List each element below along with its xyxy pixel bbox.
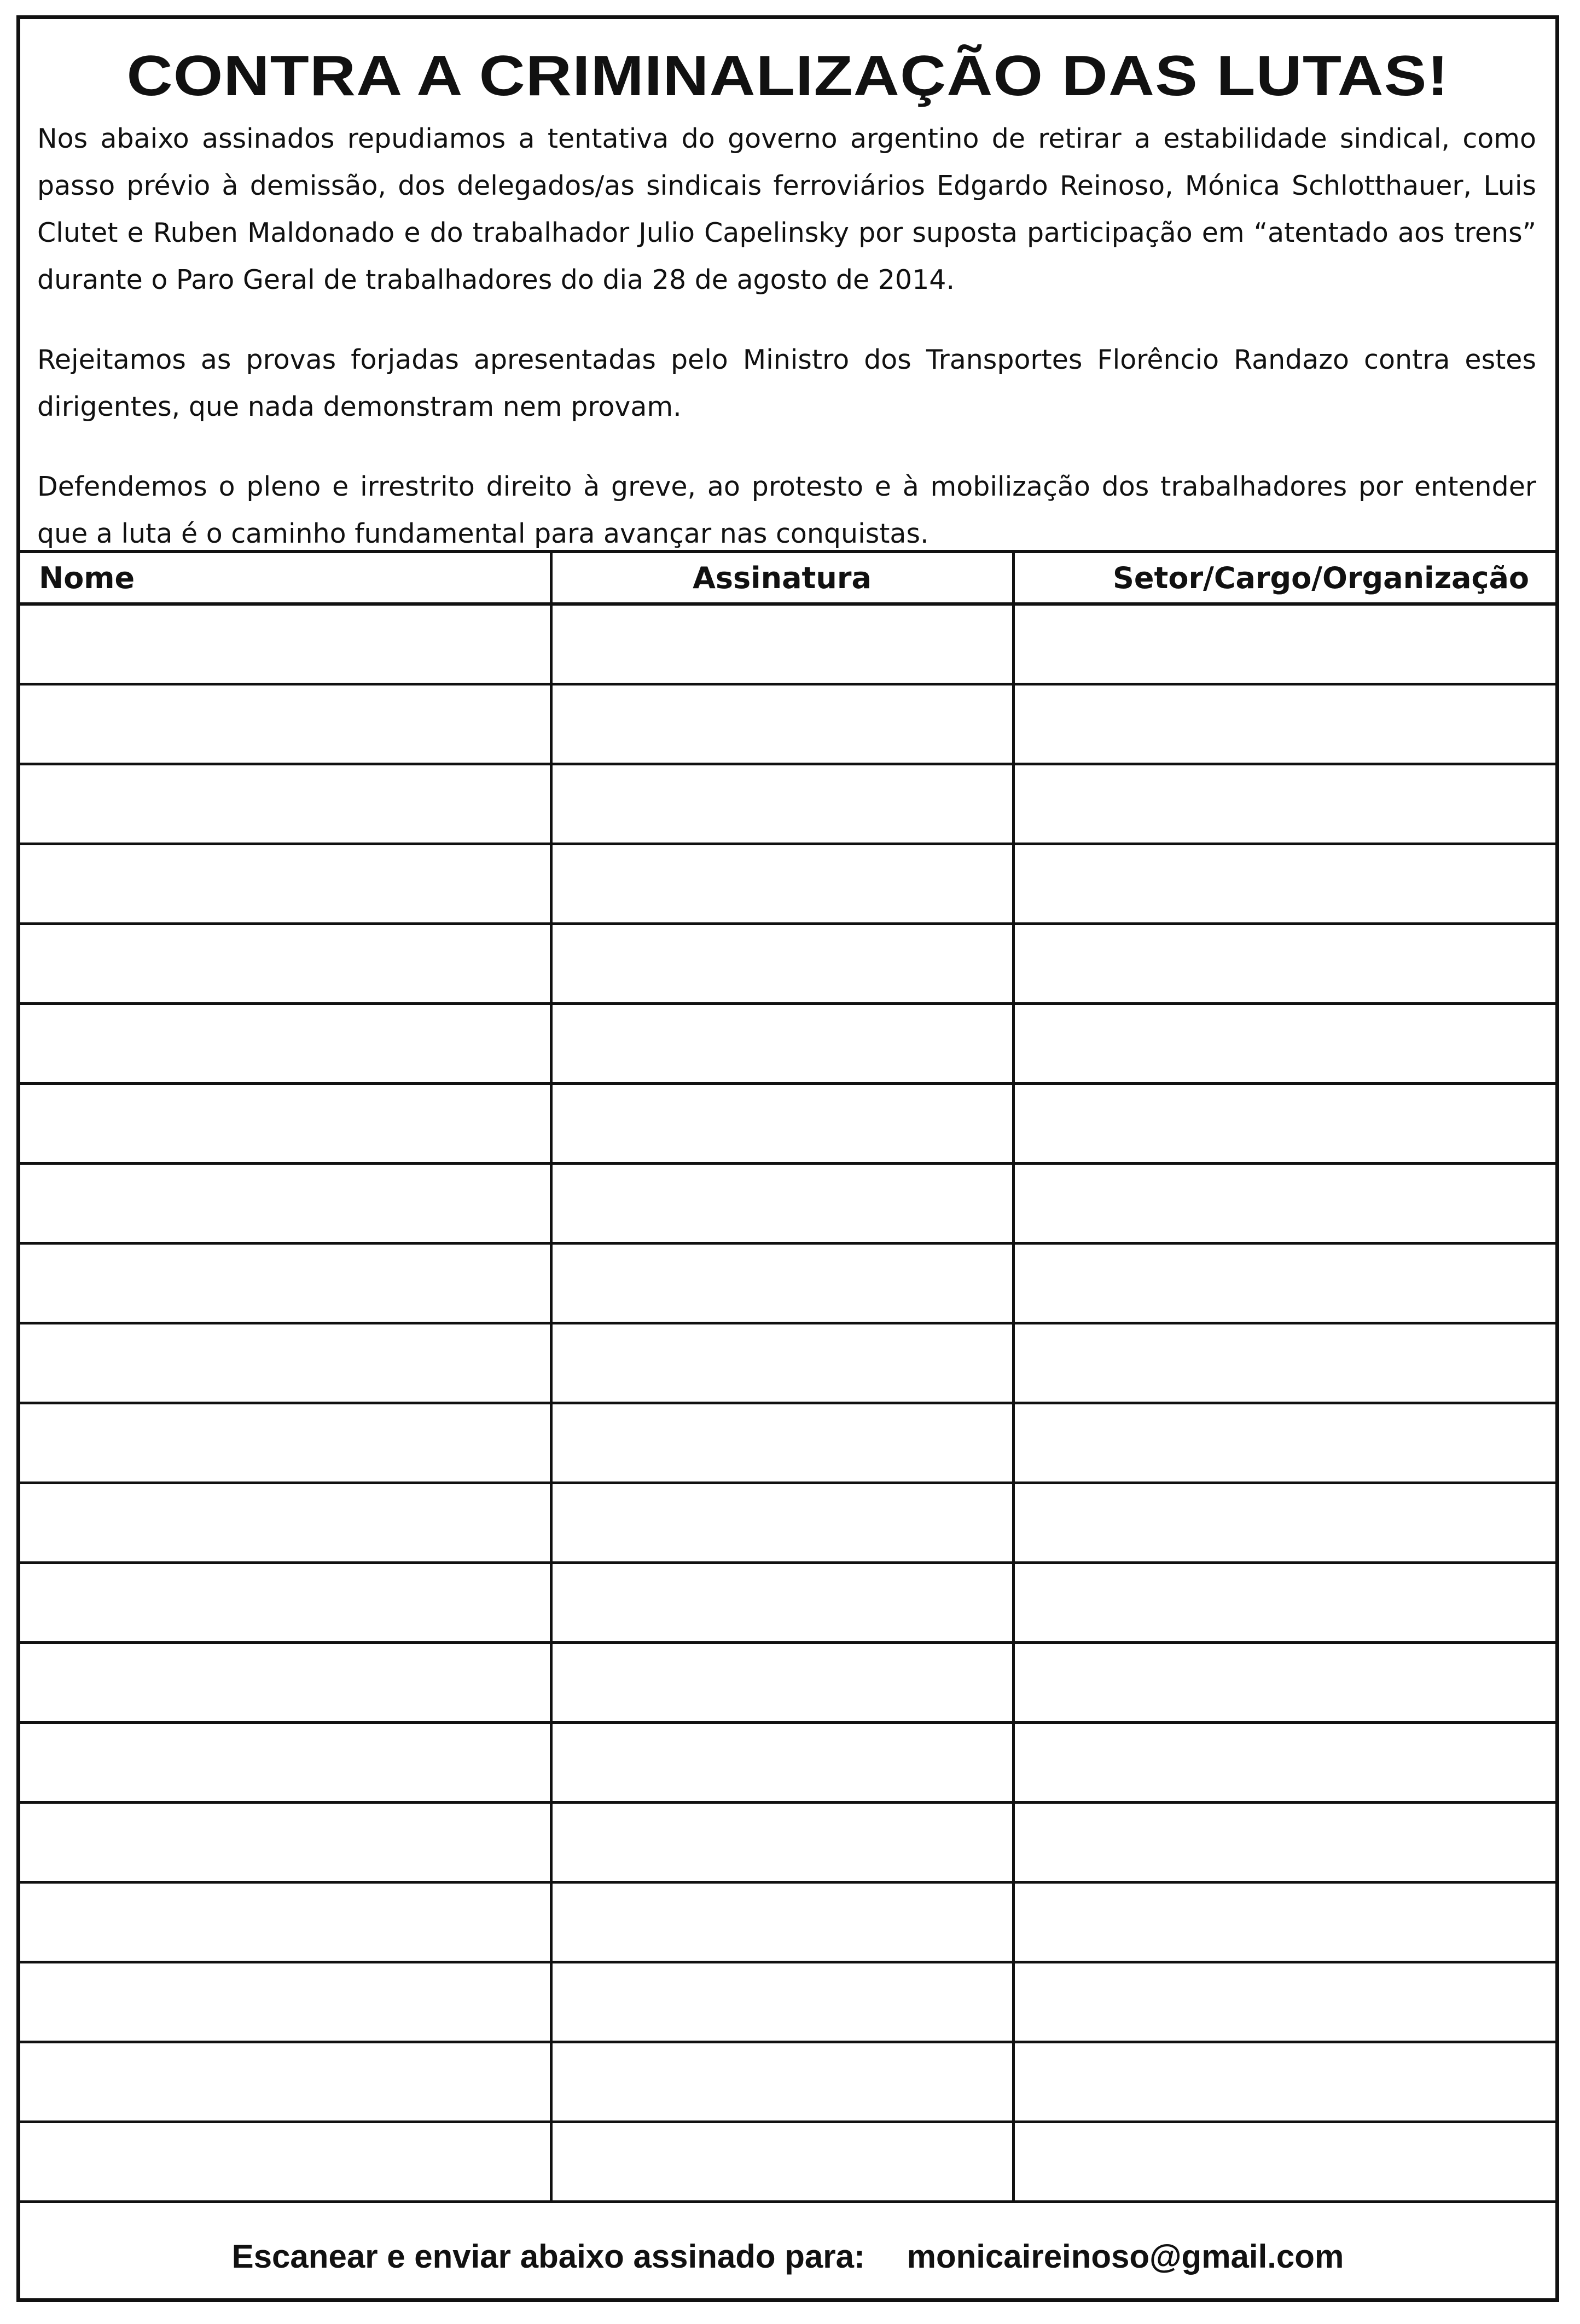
signature-cell-nome[interactable] [20, 1243, 551, 1323]
paragraph-repudiation: Nos abaixo assinados repudiamos a tentativa do governo argentino de retirar a estabilidade sindical, como passo prévio à demissão, dos delegados/as sindicais ferroviários Edgardo Reinoso, Mónica Schlotthauer, Luis Clutet e Ruben Maldonado e do trabalhador Julio Capelinsky por suposta participação em “atentado aos trens” durante o Paro Geral de trabalhadores do dia 28 de agosto de 2014. [37, 123, 1536, 295]
signature-cell-nome[interactable] [20, 764, 551, 844]
signature-cell-assinatura[interactable] [551, 2042, 1013, 2122]
signature-cell-setor[interactable] [1013, 1802, 1555, 1882]
petition-title: CONTRA A CRIMINALIZAÇÃO DAS LUTAS! [126, 44, 1449, 108]
signature-row [20, 1802, 1555, 1882]
signature-row [20, 1562, 1555, 1642]
signature-cell-assinatura[interactable] [551, 764, 1013, 844]
signature-cell-assinatura[interactable] [551, 1642, 1013, 1722]
signature-cell-setor[interactable] [1013, 1483, 1555, 1562]
signature-row [20, 1483, 1555, 1562]
signature-cell-assinatura[interactable] [551, 844, 1013, 923]
signature-cell-assinatura[interactable] [551, 1562, 1013, 1642]
signature-cell-assinatura[interactable] [551, 1243, 1013, 1323]
signature-cell-setor[interactable] [1013, 1243, 1555, 1323]
signature-cell-assinatura[interactable] [551, 684, 1013, 764]
signature-cell-nome[interactable] [20, 1882, 551, 1962]
column-header-setor: Setor/Cargo/Organização [1013, 551, 1555, 604]
signature-row [20, 1642, 1555, 1722]
submission-instruction: Escanear e enviar abaixo assinado para: [231, 2238, 865, 2275]
signature-cell-assinatura[interactable] [551, 1882, 1013, 1962]
signature-row [20, 923, 1555, 1003]
signature-cell-nome[interactable] [20, 1403, 551, 1483]
signature-cell-nome[interactable] [20, 844, 551, 923]
signature-cell-nome[interactable] [20, 1323, 551, 1403]
signature-cell-nome[interactable] [20, 1562, 551, 1642]
signature-row [20, 1722, 1555, 1802]
signature-row [20, 764, 1555, 844]
submission-email[interactable]: monicaireinoso@gmail.com [907, 2238, 1344, 2275]
signature-cell-nome[interactable] [20, 604, 551, 684]
signature-row [20, 1323, 1555, 1403]
signature-cell-nome[interactable] [20, 684, 551, 764]
signature-cell-assinatura[interactable] [551, 1962, 1013, 2042]
signature-row [20, 1243, 1555, 1323]
signature-cell-setor[interactable] [1013, 1403, 1555, 1483]
signature-cell-setor[interactable] [1013, 1722, 1555, 1802]
signature-table [20, 550, 1555, 2203]
signature-cell-assinatura[interactable] [551, 604, 1013, 684]
petition-text [37, 115, 1536, 590]
signature-row [20, 1403, 1555, 1483]
signature-cell-nome[interactable] [20, 1003, 551, 1083]
signature-cell-nome[interactable] [20, 1642, 551, 1722]
signature-cell-assinatura[interactable] [551, 1083, 1013, 1163]
signature-cell-nome[interactable] [20, 923, 551, 1003]
signature-row [20, 1163, 1555, 1243]
column-header-assinatura: Assinatura [551, 551, 1013, 604]
paragraph-rejection: Rejeitamos as provas forjadas apresentadas pelo Ministro dos Transportes Florêncio Randazo contra estes dirigentes, que nada demonstram nem provam. [37, 344, 1536, 422]
signature-cell-setor[interactable] [1013, 844, 1555, 923]
signature-cell-assinatura[interactable] [551, 1403, 1013, 1483]
signature-row [20, 1003, 1555, 1083]
signature-cell-setor[interactable] [1013, 1882, 1555, 1962]
signature-row [20, 844, 1555, 923]
signature-cell-setor[interactable] [1013, 1642, 1555, 1722]
signature-cell-setor[interactable] [1013, 1003, 1555, 1083]
signature-row [20, 2122, 1555, 2201]
signature-cell-assinatura[interactable] [551, 2122, 1013, 2201]
paragraph-defense: Defendemos o pleno e irrestrito direito à greve, ao protesto e à mobilização dos trabalhadores por entender que a luta é o caminho fundamental para avançar nas conquistas. [37, 471, 1536, 549]
signature-cell-setor[interactable] [1013, 2042, 1555, 2122]
signature-cell-setor[interactable] [1013, 1323, 1555, 1403]
signature-cell-nome[interactable] [20, 1083, 551, 1163]
signature-cell-setor[interactable] [1013, 923, 1555, 1003]
signature-row [20, 2042, 1555, 2122]
signature-cell-assinatura[interactable] [551, 1003, 1013, 1083]
signature-row [20, 1083, 1555, 1163]
signature-cell-assinatura[interactable] [551, 1323, 1013, 1403]
signature-cell-nome[interactable] [20, 1722, 551, 1802]
signature-row [20, 1882, 1555, 1962]
signature-cell-nome[interactable] [20, 2122, 551, 2201]
signature-cell-assinatura[interactable] [551, 1802, 1013, 1882]
signature-cell-nome[interactable] [20, 1962, 551, 2042]
signature-cell-assinatura[interactable] [551, 1163, 1013, 1243]
signature-cell-nome[interactable] [20, 1802, 551, 1882]
petition-sheet [16, 15, 1559, 2302]
signature-cell-setor[interactable] [1013, 604, 1555, 684]
signature-row [20, 604, 1555, 684]
submission-footer [20, 2238, 1555, 2275]
signature-cell-assinatura[interactable] [551, 1722, 1013, 1802]
signature-cell-setor[interactable] [1013, 684, 1555, 764]
signature-cell-assinatura[interactable] [551, 1483, 1013, 1562]
signature-cell-setor[interactable] [1013, 1962, 1555, 2042]
signature-row [20, 684, 1555, 764]
signature-cell-nome[interactable] [20, 2042, 551, 2122]
signature-cell-nome[interactable] [20, 1483, 551, 1562]
signature-cell-setor[interactable] [1013, 2122, 1555, 2201]
signature-rows [20, 604, 1555, 2201]
signature-cell-setor[interactable] [1013, 1163, 1555, 1243]
signature-table-header [20, 551, 1555, 604]
signature-cell-nome[interactable] [20, 1163, 551, 1243]
signature-row [20, 1962, 1555, 2042]
signature-cell-assinatura[interactable] [551, 923, 1013, 1003]
signature-cell-setor[interactable] [1013, 1562, 1555, 1642]
signature-cell-setor[interactable] [1013, 1083, 1555, 1163]
signature-cell-setor[interactable] [1013, 764, 1555, 844]
column-header-nome: Nome [20, 551, 551, 604]
